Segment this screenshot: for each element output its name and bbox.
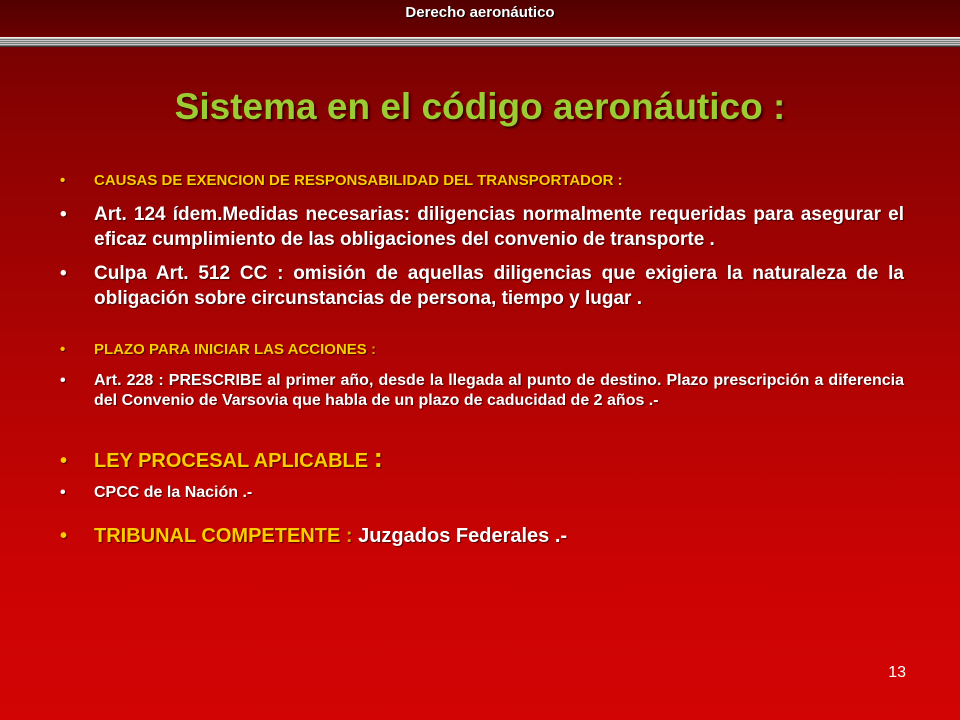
list-item-plazo [56, 341, 904, 359]
page-number: 13 [888, 664, 906, 681]
list-item-causas [56, 172, 904, 190]
item-text: PLAZO PARA INICIAR LAS ACCIONES [94, 341, 367, 358]
item-suffix: : [366, 341, 376, 358]
list-item-culpa [56, 261, 904, 311]
list-item-tribunal [56, 524, 904, 548]
item-text: Art. 228 : PRESCRIBE al primer año, desde la llegada al punto de destino. Plazo prescripción a diferencia del Convenio de Varsovia que habla de un plazo de caducidad de 2 años .- [94, 372, 904, 409]
bullet-icon: • [60, 263, 67, 284]
list-item-art-228 [56, 371, 904, 411]
item-text: CAUSAS DE EXENCION DE RESPONSABILIDAD DEL TRANSPORTADOR : [94, 172, 623, 189]
bullet-icon: • [60, 484, 66, 501]
bullet-list [56, 172, 904, 548]
bullet-icon: • [60, 450, 68, 472]
list-item-cpcc [56, 483, 904, 503]
item-text: Art. 124 ídem.Medidas necesarias: diligencias normalmente requeridas para asegurar el eficaz cumplimiento de las obligaciones del convenio de transporte . [94, 204, 904, 250]
slide-header: Derecho aeronáutico [405, 4, 555, 21]
item-text: LEY PROCESAL APLICABLE [94, 450, 374, 472]
list-item-ley-procesal [56, 442, 904, 473]
bullet-icon: • [60, 204, 67, 225]
bullet-icon: • [60, 372, 66, 389]
item-separator: : [340, 525, 359, 547]
item-text: Culpa Art. 512 CC : omisión de aquellas diligencias que exigiera la naturaleza de la obligación sobre circunstancias de persona, tiempo y lugar . [94, 263, 904, 309]
item-suffix: : [373, 442, 383, 473]
item-value: Juzgados Federales .- [358, 525, 568, 547]
bullet-icon: • [60, 341, 66, 358]
bullet-icon: • [60, 172, 66, 189]
item-label: TRIBUNAL COMPETENTE [94, 525, 341, 547]
slide-title: Sistema en el código aeronáutico : [174, 86, 786, 127]
item-text: CPCC de la Nación .- [94, 484, 253, 501]
bullet-icon: • [60, 525, 68, 547]
list-item-art-124 [56, 202, 904, 252]
header-divider [0, 37, 960, 47]
